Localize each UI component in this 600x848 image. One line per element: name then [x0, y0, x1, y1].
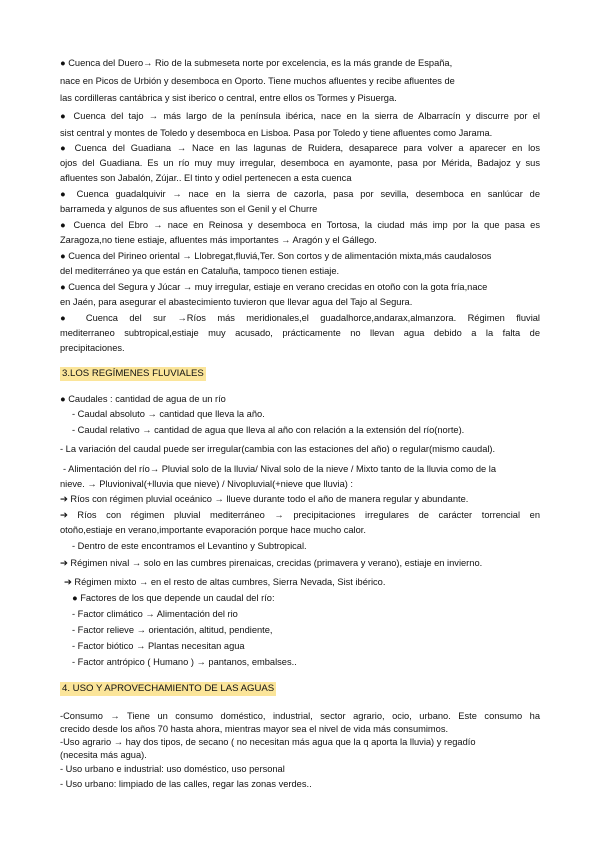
section-4-heading: 4. USO Y APROVECHAMIENTO DE LAS AGUAS: [62, 683, 275, 694]
levantino-subtropical: - Dentro de este encontramos el Levantino y Subtropical.: [72, 541, 307, 551]
pluvial-mediterraneo-line-1: ➔ Ríos con régimen pluvial mediterráneo → precipitaciones irregulares de carácter torrencial en: [60, 510, 540, 520]
factor-biotico: - Factor biótico → Plantas necesitan agua: [72, 641, 245, 651]
factor-climatico: - Factor climático → Alimentación del rio: [72, 609, 238, 619]
section-3-heading: 3.LOS REGÍMENES FLUVIALES: [62, 368, 204, 379]
factor-relieve: - Factor relieve → orientación, altitud, pendiente,: [72, 625, 273, 635]
regimen-mixto: ➔ Régimen mixto → en el resto de altas cumbres, Sierra Nevada, Sist ibérico.: [64, 577, 386, 587]
cuenca-guadalquivir-line-1: ● Cuenca guadalquivir → nace en la sierra de cazorla, pasa por sevilla, desemboca en sanlúcar de: [60, 189, 540, 199]
cuenca-sur-line-3: precipitaciones.: [60, 343, 125, 353]
alimentacion-line-1: - Alimentación del río→ Pluvial solo de la lluvia/ Nival solo de la nieve / Mixto tanto de la lluvia como de la: [63, 464, 497, 474]
cuenca-duero-line-3: las cordilleras cantábrica y sist iberico o central, entre ellos os Tormes y Pisuerga.: [60, 93, 397, 103]
factores-heading: ● Factores de los que depende un caudal del río:: [72, 593, 275, 603]
cuenca-tajo-line-1: ● Cuenca del tajo → más largo de la península ibérica, nace en la sierra de Albarracín y discurre por el: [60, 111, 540, 121]
cuenca-sur-line-2: mediterraneo subtropical,estiaje muy acusado, prácticamente no llevan agua debido a la falta de: [60, 328, 540, 338]
regimen-nival: ➔ Régimen nival → solo en las cumbres pirenaicas, crecidas (primavera y verano), estiaje en invierno.: [60, 558, 483, 568]
cuenca-ebro-line-2: Zaragoza,no tiene estiaje, afluentes más importantes → Aragón y el Gállego.: [60, 235, 377, 245]
uso-agrario-line-2: (necesita más agua).: [60, 750, 147, 760]
variacion-caudal: - La variación del caudal puede ser irregular(cambia con las estaciones del año) o regular(mismo caudal).: [60, 444, 496, 454]
cuenca-pirineo-line-1: ● Cuenca del Pirineo oriental → Llobregat,fluviá,Ter. Son cortos y de alimentación mixta,más caudalosos: [60, 251, 492, 261]
cuenca-sur-line-1: ● Cuenca del sur →Ríos más meridionales,el guadalhorce,andarax,almanzora. Régimen fluvial: [60, 313, 540, 323]
cuenca-guadiana-line-1: ● Cuenca del Guadiana → Nace en las lagunas de Ruidera, desaparece para volver a aparecer en los: [60, 143, 540, 153]
uso-agrario-line-1: -Uso agrario → hay dos tipos, de secano ( no necesitan más agua que la q aporta la lluvia) y regadío: [60, 737, 476, 747]
cuenca-ebro-line-1: ● Cuenca del Ebro → nace en Reinosa y desemboca en Tortosa, la ciudad más imp por la que pasa es: [60, 220, 540, 230]
caudales-bullet: ● Caudales : cantidad de agua de un río: [60, 394, 226, 404]
alimentacion-line-2: nieve. → Pluvionival(+lluvia que nieve) / Nivopluvial(+nieve que lluvia) :: [60, 479, 354, 489]
pluvial-oceanico: ➔ Ríos con régimen pluvial oceánico → llueve durante todo el año de manera regular y abundante.: [60, 494, 469, 504]
cuenca-duero-line-1: ● Cuenca del Duero→ Rio de la submeseta norte por excelencia, es la más grande de España,: [60, 58, 453, 68]
cuenca-guadalquivir-line-2: barrameda y algunos de sus afluentes son el Genil y el Churre: [60, 204, 318, 214]
caudal-absoluto: - Caudal absoluto → cantidad que lleva la año.: [72, 409, 265, 419]
cuenca-guadiana-line-3: afluentes son Jabalón, Zújar.. El tinto y odiel pertenecen a esta cuenca: [60, 173, 352, 183]
caudal-relativo: - Caudal relativo → cantidad de agua que lleva al año con relación a la extensión del río(norte).: [72, 425, 465, 435]
uso-urbano-industrial: - Uso urbano e industrial: uso doméstico, uso personal: [60, 764, 285, 774]
cuenca-guadiana-line-2: ojos del Guadiana. Es un río muy muy irregular, desemboca en ayamonte, pasa por Mérida, Badajoz y sus: [60, 158, 540, 168]
pluvial-mediterraneo-line-2: otoño,estiaje en verano,importante evaporación porque hace mucho calor.: [60, 525, 366, 535]
cuenca-segura-jucar-line-2: en Jaén, para asegurar el abastecimiento tuvieron que llevar agua del Tajo al Segura.: [60, 297, 413, 307]
cuenca-segura-jucar-line-1: ● Cuenca del Segura y Júcar → muy irregular, estiaje en verano crecidas en otoño con la gota fría,nace: [60, 282, 488, 292]
consumo-line-1: -Consumo → Tiene un consumo doméstico, industrial, sector agrario, ocio, urbano. Este consumo ha: [60, 711, 540, 721]
cuenca-tajo-line-2: sist central y montes de Toledo y desemboca en Lisboa. Pasa por Toledo y tiene afluentes como Jarama.: [60, 128, 493, 138]
consumo-line-2: crecido desde los años 70 hasta ahora, mientras mayor sea el nivel de vida más consumimos.: [60, 724, 449, 734]
factor-antropico: - Factor antrópico ( Humano ) → pantanos, embalses..: [72, 657, 297, 667]
uso-urbano: - Uso urbano: limpiado de las calles, regar las zonas verdes..: [60, 779, 312, 789]
cuenca-pirineo-line-2: del mediterráneo ya que están en Cataluña, tampoco tienen estiaje.: [60, 266, 340, 276]
cuenca-duero-line-2: nace en Picos de Urbión y desemboca en Oporto. Tiene muchos afluentes y recibe afluentes de: [60, 76, 455, 86]
